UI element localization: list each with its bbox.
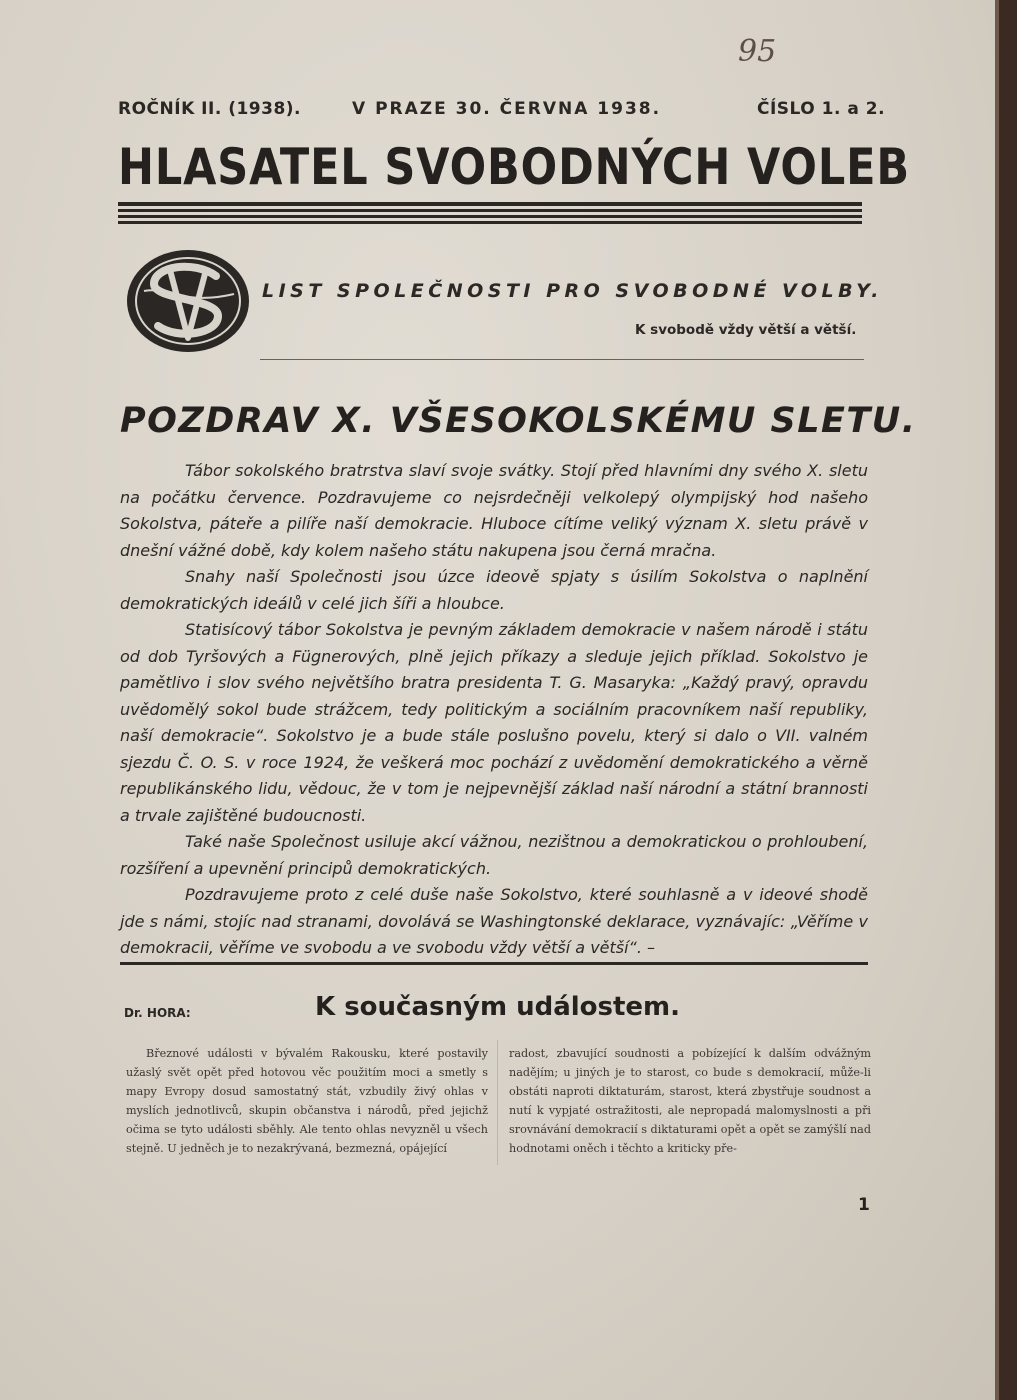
article-column-right — [509, 1044, 871, 1158]
paragraph: Tábor sokolského bratrstva slaví svoje svátky. Stojí před hlavními dny svého X. sletu na počátku července. Pozdravujeme co nejsrdečněji velkolepý olympijský hod našeho Sokolstva, páteře a pilíře naší demokracie. Hluboce cítíme veliký význam X. sletu právě v dnešní vážné době, kdy kolem našeho státu nakupena jsou černá mračna. — [120, 461, 868, 560]
paragraph: Pozdravujeme proto z celé duše naše Sokolstvo, které souhlasně a v ideové shodě jde s námi, stojíc nad stranami, dovolává se Washingtonské deklarace, vyznávajíc: „Věříme v demokracii, věříme ve svobodu a ve svobodu vždy větší a větší“. – — [120, 885, 868, 957]
main-article-title: POZDRAV X. VŠESOKOLSKÉMU SLETU. — [120, 401, 917, 441]
handwritten-note: 95 — [738, 34, 777, 69]
masthead-title: HLASATEL SVOBODNÝCH VOLEB — [118, 138, 910, 196]
motto: K svobodě vždy větší a větší. — [635, 322, 857, 338]
paragraph: Snahy naší Společnosti jsou úzce ideově spjaty s úsilím Sokolstva o naplnění demokratických ideálů v celé jich šíři a hloubce. — [120, 567, 868, 613]
second-article-title: K současným událostem. — [315, 992, 681, 1022]
section-divider — [120, 962, 868, 965]
issue-number: ČÍSLO 1. a 2. — [757, 99, 886, 119]
binding-edge — [995, 0, 1017, 1400]
paragraph: Statisícový tábor Sokolstva je pevným základem demokracie v našem národě i státu od dob Tyršových a Fügnerových, plně jejich příkazy a sleduje jejich příklad. Sokolstvo je pamětlivo i slov svého největšího bratra presidenta T. G. Masaryka: „Každý pravý, opravdu uvědomělý sokol bude strážcem, tedy politickým a sociálním pracovníkem naší republiky, naší demokracie“. Sokolstvo je a bude stále poslušno povelu, který si dalo o VII. valném sjezdu Č. O. S. v roce 1924, že veškerá moc pochází z uvědomění demokratického a věrně republikánského lidu, vědouc, že v tom je nejpevnější základ naší národní a státní brannosti a trvale zajištěné budoucnosti. — [120, 620, 868, 825]
subtitle: LIST SPOLEČNOSTI PRO SVOBODNÉ VOLBY. — [262, 280, 883, 302]
paragraph: Také naše Společnost usiluje akcí vážnou, nezištnou a demokratickou o prohloubení, rozšíření a upevnění principů demokratických. — [120, 832, 868, 878]
article-author: Dr. HORA: — [124, 1006, 191, 1020]
divider — [260, 359, 864, 360]
column-text: Březnové události v bývalém Rakousku, které postavily užaslý svět opět před hotovou věc použitím moci a smetly s mapy Evropy dosud samostatný stát, vzbudily živý ohlas v myslích jednotlivců, skupin občanstva i národů, před jejichž očima se tyto události sběhly. Ale tento ohlas nevyzněl u všech stejně. U jedněch je to nezakrývaná, bezmezná, opájející — [126, 1047, 488, 1155]
article-column-left — [126, 1044, 488, 1158]
page-number: 1 — [858, 1195, 870, 1215]
volume-label: ROČNÍK II. (1938). — [118, 99, 302, 119]
column-divider — [497, 1040, 498, 1165]
main-article-body — [120, 458, 868, 962]
masthead-rules — [118, 202, 862, 227]
column-text: radost, zbavující soudnosti a pobízející k dalším odvážným nadějím; u jiných je to starost, co bude s demokracií, může-li obstáti naproti diktaturám, starost, která zbystřuje soudnost a nutí k vypjaté ostražitosti, ale nepropadá malomyslnosti a při srovnávání demokracií s diktaturami opět a opět se zamýšlí nad hodnotami oněch i těchto a kriticky pře- — [509, 1047, 871, 1155]
issue-date: V PRAZE 30. ČERVNA 1938. — [352, 99, 662, 119]
society-logo-icon — [124, 246, 252, 356]
